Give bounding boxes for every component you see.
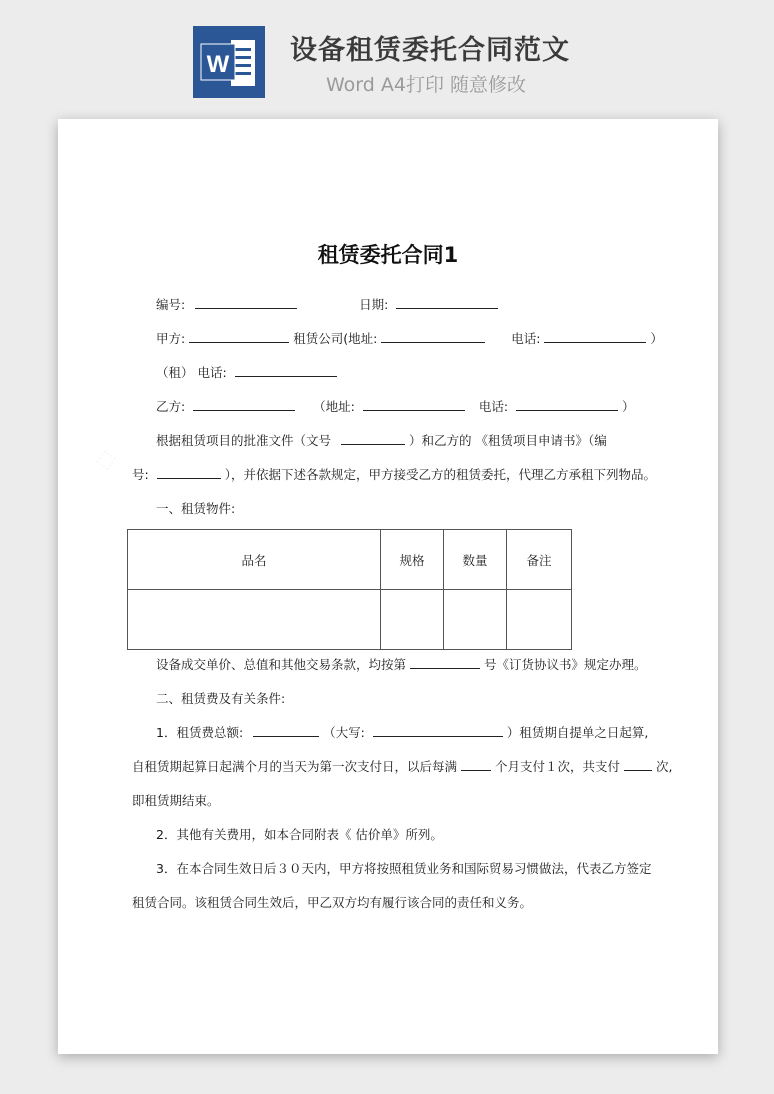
address-label: （地址: [313, 399, 355, 414]
header [0, 0, 774, 110]
total-fee-blank[interactable] [253, 724, 319, 737]
item1-text-c: ）租赁期自提单之日起算, [506, 725, 649, 740]
table-header-row [128, 530, 572, 590]
times-blank[interactable] [624, 758, 652, 771]
number-blank[interactable] [195, 296, 297, 309]
word-icon-letter: W [206, 51, 230, 78]
item2-line: 2．其他有关费用，如本合同附表《 估价单》所列。 [156, 827, 443, 842]
col-qty-header: 数量 [444, 530, 507, 590]
months-blank[interactable] [461, 758, 491, 771]
party-a-blank[interactable] [189, 330, 289, 343]
para1-line1 [156, 431, 607, 449]
para1-text-b: ）和乙方的 《租赁项目申请书》（编 [408, 433, 607, 448]
col-note-header: 备注 [507, 530, 572, 590]
para1-line2 [132, 465, 656, 483]
para1-text-a: 根据租赁项目的批准文件（文号 [156, 433, 332, 448]
item1-text-f: 次, [655, 759, 673, 774]
col-name-header: 品名 [128, 530, 381, 590]
company-label: 租赁公司(地址: [293, 331, 378, 346]
item3-line1: 3．在本合同生效日后３０天内，甲方将按照租赁业务和国际贸易习惯做法，代表乙方签定 [156, 861, 652, 876]
para1-text-c: 号: [132, 467, 149, 482]
cell-spec[interactable] [381, 590, 444, 650]
total-fee-words-blank[interactable] [373, 724, 503, 737]
section1-heading: 一、租赁物件: [156, 501, 236, 516]
header-title: 设备租赁委托合同范文 [290, 35, 570, 66]
item1-line2 [132, 757, 672, 775]
header-subtitle: Word A4打印 随意修改 [326, 74, 527, 96]
phone-label-b: 电话: [478, 399, 509, 414]
item1-line3: 即租赁期结束。 [132, 793, 220, 808]
close-paren: ） [650, 331, 663, 346]
watermark: ⬚ [93, 446, 120, 473]
party-b-label: 乙方: [156, 399, 186, 414]
cell-note[interactable] [507, 590, 572, 650]
phone-label: 电话: [511, 331, 541, 346]
cell-qty[interactable] [444, 590, 507, 650]
address-blank[interactable] [363, 398, 465, 411]
item1-text-e: 个月支付１次，共支付 [494, 759, 620, 774]
agreement-no-blank[interactable] [410, 656, 480, 669]
rent-phone-blank[interactable] [235, 364, 337, 377]
phone-blank[interactable] [544, 330, 646, 343]
item1-line1 [156, 723, 648, 741]
party-b-blank[interactable] [193, 398, 295, 411]
company-address-blank[interactable] [381, 330, 485, 343]
doc-no-blank[interactable] [341, 432, 405, 445]
number-label: 编号: [156, 297, 186, 312]
item1-text-a: 1．租赁费总额: [156, 725, 244, 740]
after-table-text-a: 设备成交单价、总值和其他交易条款，均按第 [156, 657, 407, 672]
date-label: 日期: [359, 297, 389, 312]
date-blank[interactable] [396, 296, 498, 309]
row-party-a [156, 329, 663, 347]
item1-text-b: （大写: [323, 725, 365, 740]
section2-heading: 二、租赁费及有关条件: [156, 691, 286, 706]
word-icon [193, 26, 265, 98]
close-paren-b: ） [622, 399, 635, 414]
application-no-blank[interactable] [157, 466, 221, 479]
row-rent-phone [156, 363, 337, 381]
party-a-label: 甲方: [156, 331, 186, 346]
col-spec-header: 规格 [381, 530, 444, 590]
after-table-line [156, 655, 647, 673]
phone-blank-b[interactable] [516, 398, 618, 411]
document-page [58, 119, 718, 1054]
item3-line2: 租赁合同。该租赁合同生效后，甲乙双方均有履行该合同的责任和义务。 [132, 895, 533, 910]
row-number-date [156, 295, 498, 313]
cell-name[interactable] [128, 590, 381, 650]
para1-text-d: ），并依据下述各款规定，甲方接受乙方的租赁委托，代理乙方承租下列物品。 [224, 467, 656, 482]
table-row [128, 590, 572, 650]
lease-items-table [127, 529, 572, 650]
item1-text-d: 自租赁期起算日起满个月的当天为第一次支付日，以后每满 [132, 759, 458, 774]
after-table-text-b: 号《订货协议书》规定办理。 [483, 657, 647, 672]
row-party-b [156, 397, 635, 415]
document-title: 租赁委托合同1 [317, 243, 459, 267]
rent-phone-label: （租） 电话: [156, 365, 227, 380]
